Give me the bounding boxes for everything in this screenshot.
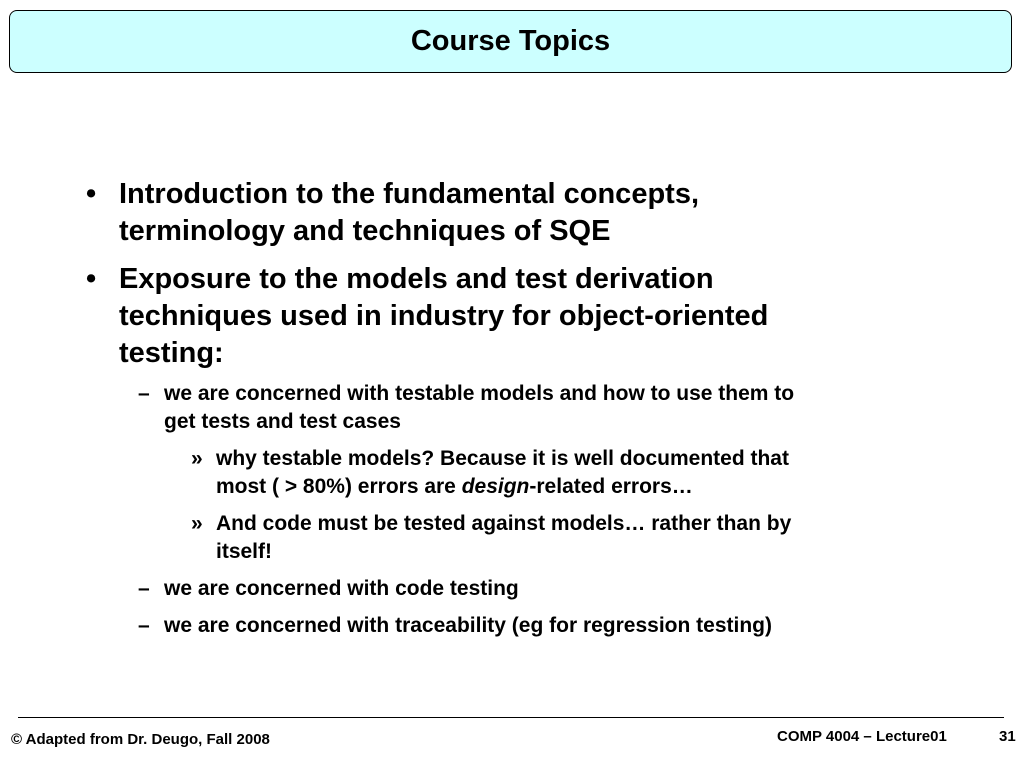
bullet-text-line: Exposure to the models and test derivation [119,263,714,295]
sub-bullet-text-line: we are concerned with code testing [164,577,519,600]
footer-credit: © Adapted from Dr. Deugo, Fall 2008 [11,731,270,748]
footer-course-label: COMP 4004 – Lecture01 [777,728,947,745]
sub-sub-bullet-text-line: why testable models? Because it is well documented that [216,447,789,470]
text-run: -related errors… [529,475,693,498]
bullet-text-line: testing: [119,337,224,369]
slide-title: Course Topics [410,25,611,57]
sub-sub-bullet-marker: » [191,447,203,470]
sub-bullet-marker: – [138,382,150,405]
sub-bullet-marker: – [138,614,150,637]
footer-page-number: 31 [999,728,1016,745]
bullet-marker: • [86,263,97,295]
sub-sub-bullet-text-line: itself! [216,540,273,563]
bullet-text-line: Introduction to the fundamental concepts, [119,178,699,210]
bullet-marker: • [86,178,97,210]
text-run: most ( > 80%) errors are [216,475,462,498]
sub-sub-bullet-marker: » [191,512,203,535]
sub-sub-bullet-text-line: And code must be tested against models… rather than by [216,512,792,535]
sub-bullet-text-line: we are concerned with testable models and how to use them to [164,382,795,405]
sub-bullet-text-line: get tests and test cases [164,410,401,433]
bullet-text-line: terminology and techniques of SQE [119,215,611,247]
sub-bullet-marker: – [138,577,150,600]
footer-divider [18,717,1004,718]
sub-sub-bullet-text-line [216,473,936,501]
title-banner [9,10,1012,73]
emphasis-text: design [461,475,530,498]
sub-bullet-text-line: we are concerned with traceability (eg for regression testing) [164,614,772,637]
bullet-text-line: techniques used in industry for object-oriented [119,300,769,332]
